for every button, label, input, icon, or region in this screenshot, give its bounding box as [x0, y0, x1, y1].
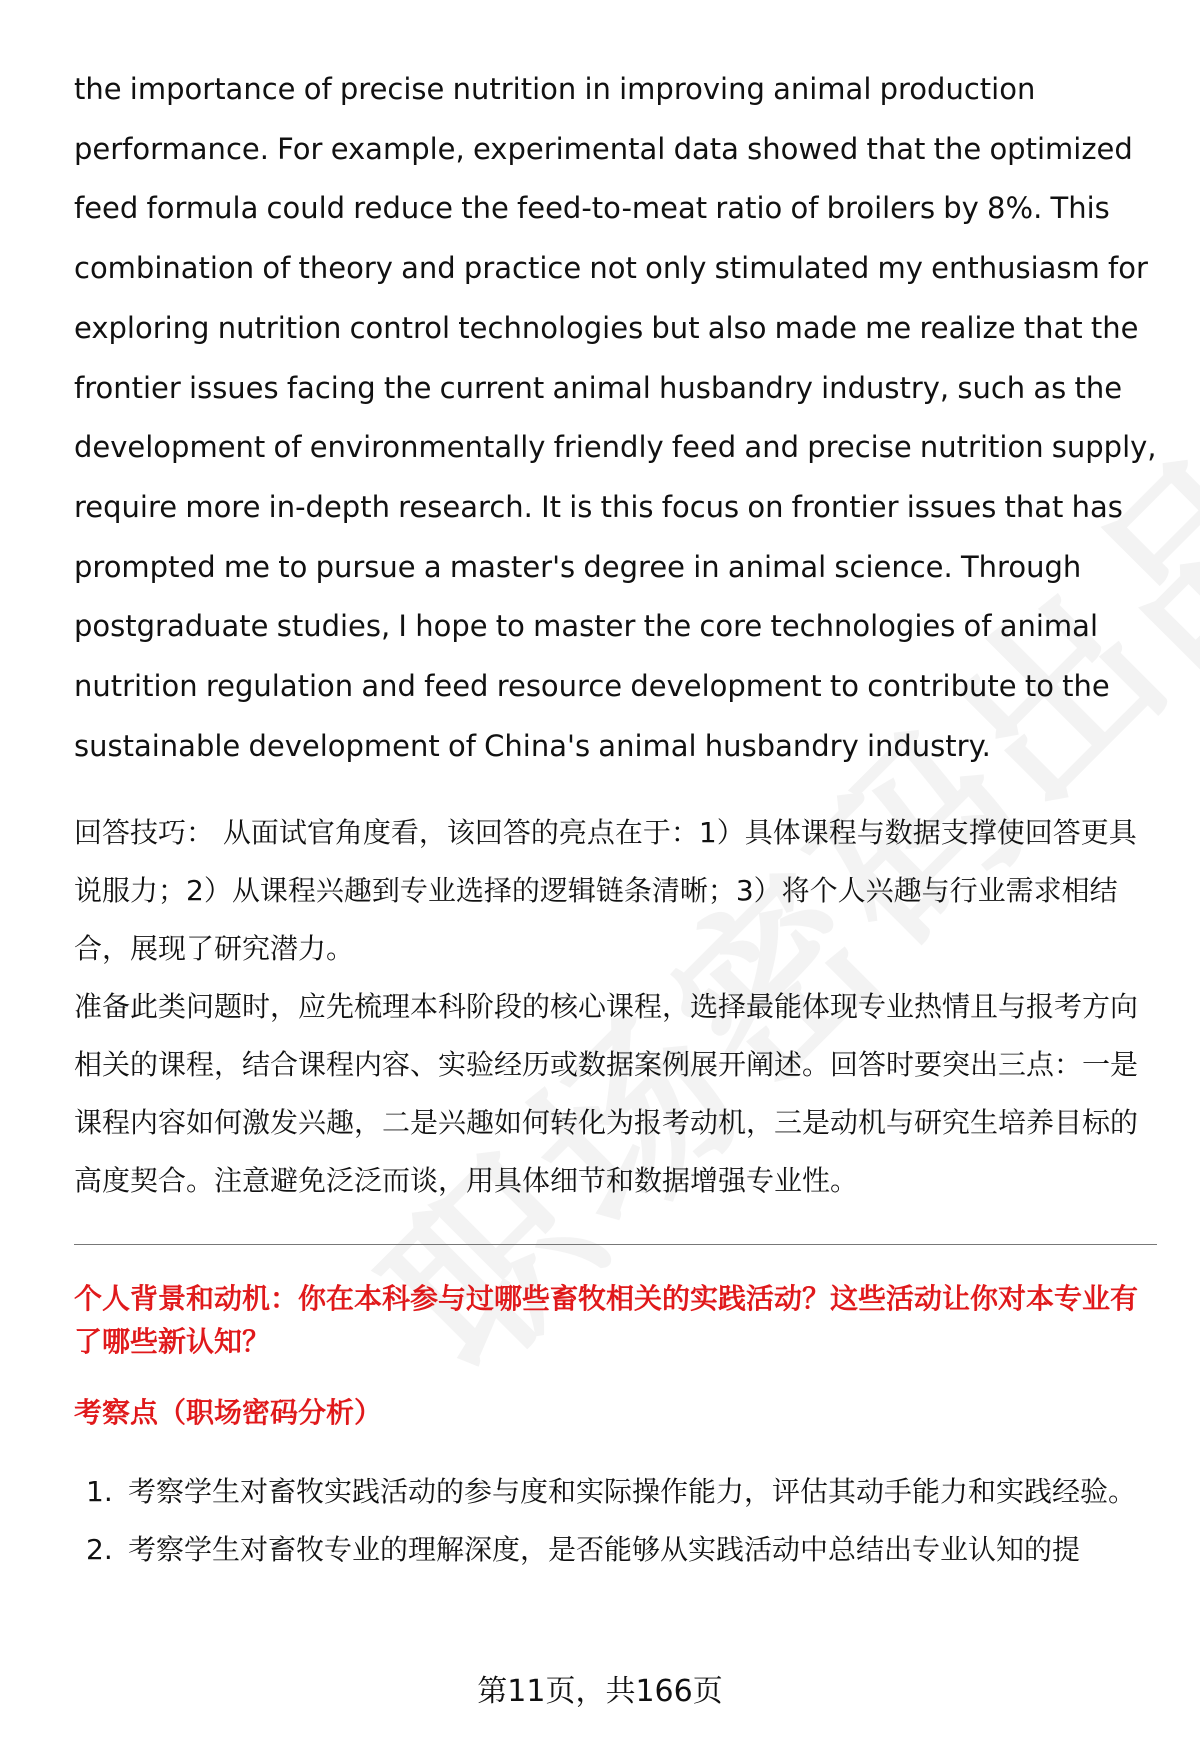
- list-item-number: 2.: [86, 1533, 113, 1567]
- answer-tips-paragraph-1: 回答技巧： 从面试官角度看，该回答的亮点在于：1）具体课程与数据支撑使回答更具说服力；2）从课程兴趣到专业选择的逻辑链条清晰；3）将个人兴趣与行业需求相结合，展现了研究潜力。: [74, 816, 1137, 966]
- list-item-text: 考察学生对畜牧实践活动的参与度和实际操作能力，评估其动手能力和实践经验。: [128, 1475, 1137, 1509]
- points-list: [74, 1463, 1159, 1579]
- body-paragraph: the importance of precise nutrition in improving animal production performance. For example, experimental data showed that the optimized feed formula could reduce the feed-to-meat ratio of broilers by 8%. This combination of theory and practice not only stimulated my enthusiasm for exploring nutrition control technologies but also made me realize that the frontier issues facing the current animal husbandry industry, such as the development of environmentally friendly feed and precise nutrition supply, require more in-depth research. It is this focus on frontier issues that has prompted me to pursue a master's degree in animal science. Through postgraduate studies, I hope to master the core technologies of animal nutrition regulation and feed resource development to contribute to the sustainable development of China's animal husbandry industry.: [74, 72, 1157, 763]
- section-divider: [74, 1244, 1157, 1245]
- list-item-number: 1.: [86, 1475, 113, 1509]
- list-item-text: 考察学生对畜牧专业的理解深度，是否能够从实践活动中总结出专业认知的提: [128, 1533, 1081, 1567]
- document-page: [74, 60, 1159, 1579]
- list-item: [74, 1521, 1159, 1579]
- section-title: 考察点（职场密码分析）: [74, 1396, 383, 1430]
- answer-tips-paragraph-2: 准备此类问题时，应先梳理本科阶段的核心课程，选择最能体现专业热情且与报考方向相关的课程，结合课程内容、实验经历或数据案例展开阐述。回答时要突出三点：一是课程内容如何激发兴趣，二是兴趣如何转化为报考动机，三是动机与研究生培养目标的高度契合。注意避免泛泛而谈，用具体细节和数据增强专业性。: [74, 990, 1139, 1198]
- list-item: [74, 1463, 1159, 1521]
- answer-tips: [74, 804, 1159, 1210]
- question-heading: 个人背景和动机：你在本科参与过哪些畜牧相关的实践活动？这些活动让你对本专业有了哪些新认知？: [74, 1282, 1139, 1359]
- page-footer: 第11页，共166页: [477, 1674, 723, 1709]
